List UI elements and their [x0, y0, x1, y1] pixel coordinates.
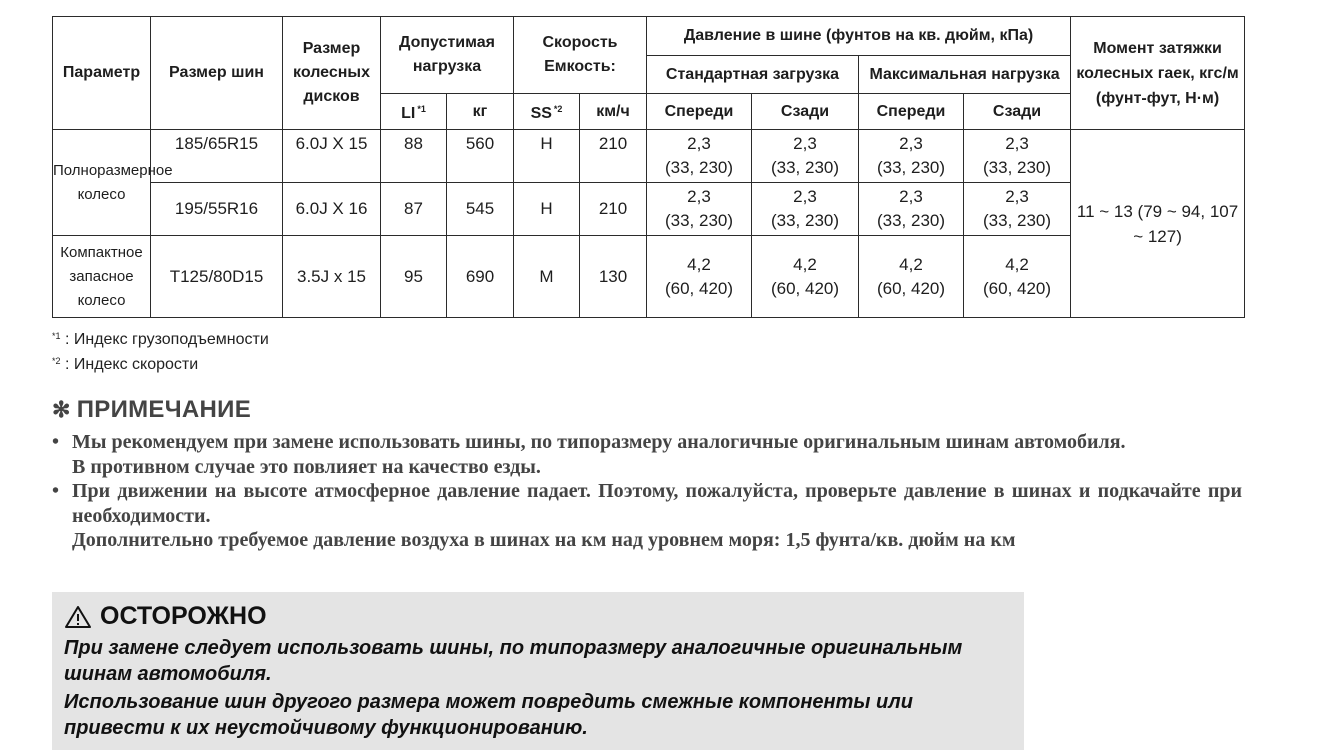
header-load: Допустимая нагрузка: [381, 17, 514, 94]
spare-wheel-label: Компактное запасное колесо: [53, 236, 151, 318]
bullet-icon: •: [52, 480, 60, 502]
header-standard-load: Стандартная загрузка: [647, 56, 859, 94]
tire-spec-table: [52, 16, 1245, 318]
header-param: Параметр: [53, 17, 151, 130]
header-torque: Момент затяжки колесных гаек, кгс/м (фунт-фут, Н·м): [1071, 17, 1245, 130]
header-max-rear: Сзади: [964, 94, 1071, 130]
full-wheel-label: Полноразмерное колесо: [53, 130, 151, 236]
caution-box: [52, 592, 1024, 750]
footnote-2: $^{*2}$ : Индекс скорости: [52, 356, 199, 373]
footnote-mark-2: *2: [553, 104, 563, 114]
torque-value: 11 ~ 13 (79 ~ 94, 107 ~ 127): [1071, 130, 1245, 318]
table-row: Компактное запасное колесо T125/80D15 3.5J x 15 95 690 M 130 4,2 (60, 420) 4,2 (60, 420) 4,2 (60, 420) 4,2 (60, 420): [53, 236, 1245, 318]
header-max-front: Спереди: [859, 94, 964, 130]
table-row: Полноразмерное колесо 185/65R15 6.0J X 15 88 560 H 210 2,3 (33, 230) 2,3 (33, 230) 2,3 (33, 230) 2,3 (33, 230) 11 ~ 13 (79 ~ 94, 107 ~ 127): [53, 130, 1245, 183]
footnote-mark-1: *1: [417, 104, 426, 114]
header-li: LI $^{*1}$: [381, 94, 447, 130]
note-item: • Мы рекомендуем при замене использовать шины, по типоразмеру аналогичные оригинальным шинам автомобиля. В противном случае это повлияет на качество езды.: [52, 431, 1126, 478]
header-kmh: км/ч: [580, 94, 647, 130]
footnote-1: $^{*1}$ : Индекс грузоподъемности: [52, 331, 269, 348]
table-row: 195/55R16 6.0J X 16 87 545 H 210 2,3 (33, 230) 2,3 (33, 230) 2,3 (33, 230) 2,3 (33, 230): [53, 183, 1245, 236]
caution-text: При замене следует использовать шины, по типоразмеру аналогичные оригинальным шинам автомобиля. Использование шин другого размера может повредить смежные компоненты или привести к их неустойчивому функционированию.: [64, 637, 963, 739]
header-kg: кг: [447, 94, 514, 130]
header-tire-size: Размер шин: [151, 17, 283, 130]
warning-icon: [64, 605, 92, 629]
bullet-icon: •: [52, 431, 60, 453]
header-rim-size: Размер колесных дисков: [283, 17, 381, 130]
header-speed: Скорость Емкость:: [514, 17, 647, 94]
header-std-rear: Сзади: [752, 94, 859, 130]
note-item: • При движении на высоте атмосферное давление падает. Поэтому, пожалуйста, проверьте давление в шинах и подкачайте при необходимости. Дополнительно требуемое давление воздуха в шинах на км над уровнем моря: 1,5 фунта/кв. дюйм на км: [52, 480, 1242, 551]
note-title: ✻ ПРИМЕЧАНИЕ: [52, 396, 252, 423]
asterisk-icon: ✻: [52, 397, 71, 422]
footnotes: [52, 324, 269, 374]
header-max-load: Максимальная нагрузка: [859, 56, 1071, 94]
header-ss: SS $^{*2}$: [514, 94, 580, 130]
note-list: [52, 430, 1242, 553]
header-std-front: Спереди: [647, 94, 752, 130]
header-pressure: Давление в шине (фунтов на кв. дюйм, кПа): [647, 17, 1071, 56]
caution-title: ОСТОРОЖНО: [64, 602, 267, 631]
